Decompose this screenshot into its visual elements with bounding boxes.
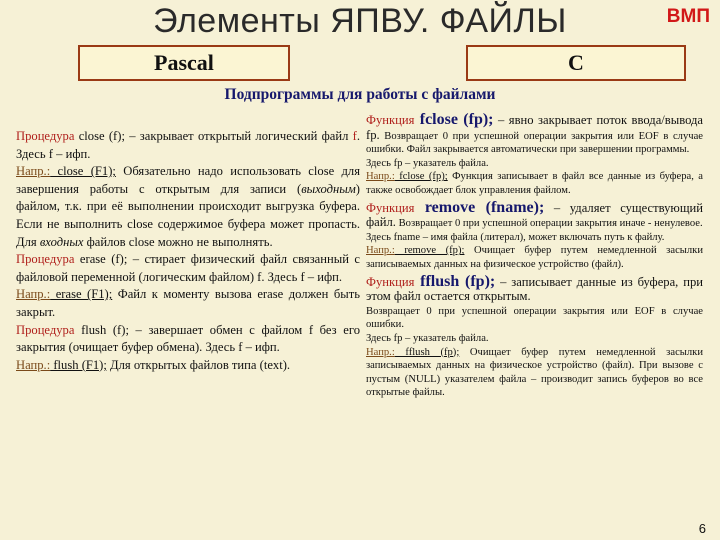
keyword: Процедура	[16, 129, 75, 143]
text: Возвращает 0 при успешной операции закрытия или EOF в случае ошибки. Файл закрывается автоматически при завершении программы.	[366, 130, 703, 156]
close-paragraph	[16, 128, 360, 251]
slide-subtitle: Подпрограммы для работы с файлами	[224, 86, 496, 103]
c-column	[366, 113, 703, 400]
function-signature: fclose (fp);	[414, 111, 494, 128]
text: Обязательно надо использовать close для завершения работы с открытым для записи (	[16, 164, 360, 196]
pascal-column	[16, 128, 360, 374]
function-signature: remove (fname);	[414, 198, 545, 216]
keyword: Функция	[366, 274, 415, 289]
text: ) файлом, т.к. при её выполнении происходит выгрузка буфера. Если не выполнить close содержимое буфера может пропасть. Для	[16, 181, 360, 249]
example-label: Напр.:	[366, 346, 395, 358]
fclose-paragraph	[366, 113, 703, 198]
function-signature: fflush (fp);	[414, 272, 496, 290]
keyword: Функция	[366, 113, 415, 127]
text: Файл к моменту вызова erase должен быть закрыт.	[16, 287, 360, 319]
example-label: Напр.:	[366, 245, 395, 257]
example-code: erase (F1);	[50, 287, 113, 302]
example-code: remove (fp);	[394, 245, 465, 257]
keyword: Процедура	[16, 252, 75, 267]
text: Здесь fname – имя файла (литерал), может включать путь к файлу.	[366, 231, 665, 243]
text: . Здесь f – ифп.	[16, 129, 360, 161]
example-code: fflush (fp);	[394, 346, 460, 358]
keyword: Процедура	[16, 322, 75, 337]
text: Возвращает 0 при успешной операции закрытия или EOF в случае ошибки.	[366, 305, 703, 331]
example-code: fclose (fp);	[394, 171, 448, 183]
text: Возвращает 0 при успешной операции закрытия иначе - ненулевое.	[395, 218, 703, 230]
example-label: Напр.:	[366, 171, 395, 183]
example-code: flush (F1);	[50, 357, 107, 372]
keyword: Функция	[366, 200, 415, 215]
flush-paragraph	[16, 322, 360, 375]
text: – записывает данные из буфера, при этом файл остается открытым.	[366, 274, 703, 304]
example-label: Напр.:	[16, 357, 51, 372]
text: Очищает буфер путем немедленной засылки записываемых данных на физическое устройство (файл). При вызове с пустым (NULL) указателем файла – производит запись буферов во все открытые файлы.	[366, 346, 703, 399]
text-italic: выходным	[301, 181, 356, 196]
slide-title: Элементы ЯПВУ. ФАЙЛЫ	[153, 2, 567, 40]
text: Для открытых файлов типа (text).	[106, 357, 291, 372]
pascal-header-box: Pascal	[78, 45, 290, 81]
remove-paragraph	[366, 198, 704, 272]
text: Здесь fp – указатель файла.	[366, 332, 489, 344]
text: close (f); – закрывает открытый логический файл	[74, 129, 353, 143]
example-code: close (F1);	[50, 164, 116, 179]
text: – явно закрывает поток ввода/вывода fp.	[366, 113, 703, 142]
text: файлов close можно не выполнять.	[83, 234, 273, 249]
c-header-box: C	[466, 45, 686, 81]
example-label: Напр.:	[16, 287, 51, 302]
text: Функция записывает в файл все данные из буфера, а также освобождает блок управления файлом.	[366, 171, 703, 196]
text: erase (f); – стирает физический файл связанный с файловой переменной (логическим файлом) f. Здесь f – ифп.	[16, 252, 360, 284]
fflush-paragraph	[366, 272, 703, 400]
erase-paragraph	[16, 251, 360, 321]
text: – удаляет существующий файл.	[366, 200, 704, 230]
text: flush (f); – завершает обмен с файлом f без его закрытия (очищает буфер обмена). Здесь f – ифп.	[16, 322, 360, 355]
text: Очищает буфер путем немедленной засылки записываемых данных на физическое устройство (файл).	[366, 245, 703, 270]
variable: f	[352, 129, 357, 143]
text: Здесь fp – указатель файла.	[366, 157, 489, 169]
page-number: 6	[698, 521, 706, 536]
example-label: Напр.:	[16, 164, 51, 179]
text-italic: входных	[39, 234, 84, 249]
course-tag: ВМП	[666, 6, 710, 27]
